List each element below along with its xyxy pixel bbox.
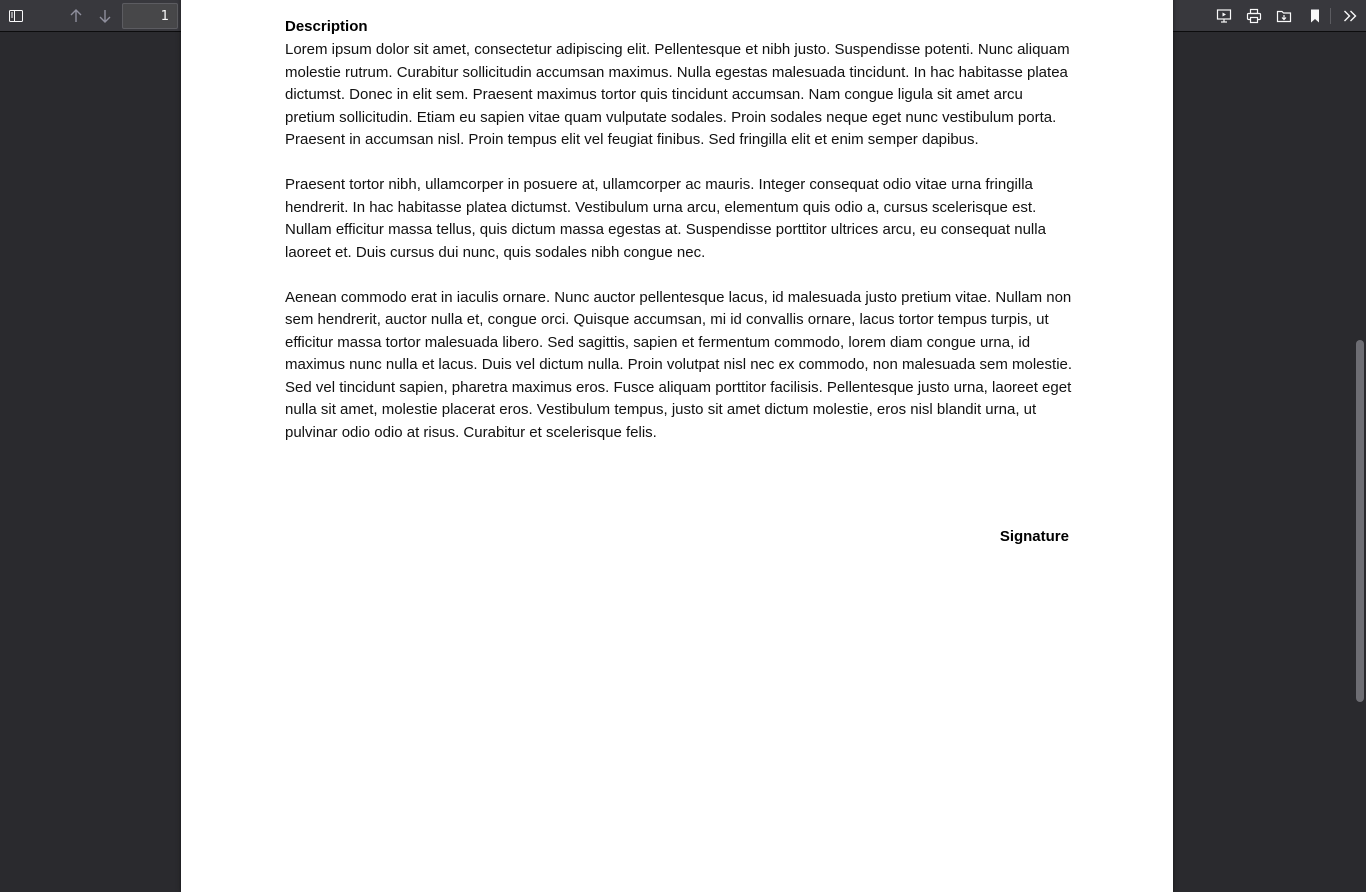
- signature-label: Signature: [999, 528, 1069, 545]
- body-text: [285, 39, 1075, 467]
- tools-divider: [1330, 8, 1331, 24]
- arrow-up-icon: [68, 8, 84, 24]
- pdf-page: [181, 0, 1173, 892]
- presentation-mode-button[interactable]: [1210, 2, 1238, 30]
- bookmark-button[interactable]: [1301, 2, 1329, 30]
- tools-button[interactable]: [1336, 2, 1364, 30]
- paragraph-1: Lorem ipsum dolor sit amet, consectetur adipiscing elit. Pellentesque et nibh justo. Suspendisse potenti. Nunc aliquam molestie rutrum. Curabitur sollicitudin accumsan maximus. Nulla egestas malesuada tincidunt. In hac habitasse platea dictumst. Donec in elit sem. Praesent maximus tortor quis tincidunt accumsan. Nam congue ligula sit amet arcu pretium sollicitudin. Etiam eu sapien vitae quam vulputate sodales. Proin sodales neque eget nunc vestibulum porta. Praesent in accumsan nisl. Proin tempus elit vel feugiat finibus. Sed fringilla elit et enim semper dapibus.: [285, 41, 1070, 148]
- print-button[interactable]: [1240, 2, 1268, 30]
- arrow-down-icon: [97, 8, 113, 24]
- double-chevron-right-icon: [1342, 8, 1358, 24]
- sidebar-toggle-icon: [8, 8, 24, 24]
- paragraph-2: Praesent tortor nibh, ullamcorper in posuere at, ullamcorper ac mauris. Integer consequat odio vitae urna fringilla hendrerit. In hac habitasse platea dictumst. Vestibulum urna arcu, elementum quis odio a, cursus scelerisque est. Nullam efficitur massa tellus, quis dictum massa egestas at. Suspendisse porttitor ultrices arcu, eu consequat nulla laoreet et. Duis cursus dui nunc, quis sodales nibh congue nec.: [285, 176, 1046, 261]
- page-number-input[interactable]: [122, 3, 178, 29]
- open-file-icon: [1276, 8, 1292, 24]
- document-viewer[interactable]: [0, 18, 1366, 768]
- presentation-mode-icon: [1216, 8, 1232, 24]
- open-file-button[interactable]: [1270, 2, 1298, 30]
- paragraph-3: Aenean commodo erat in iaculis ornare. Nunc auctor pellentesque lacus, id malesuada justo pretium vitae. Nullam non sem hendrerit, auctor nulla et, congue orci. Quisque accumsan, mi id convallis ornare, lacus tortor tempus turpis, ut efficitur massa tortor malesuada libero. Sed sagittis, sapien et fermentum commodo, lorem diam congue urna, id maximus nunc nulla et lacus. Duis vel dictum nulla. Proin volutpat nisl nec ex commodo, non malesuada sem molestie. Sed vel tincidunt sapien, pharetra maximus eros. Fusce aliquam porttitor facilisis. Pellentesque justo urna, laoreet eget nulla sit amet, molestie placerat eros. Vestibulum tempus, justo sit amet dictum molestie, eros nisl blandit urna, ut pulvinar odio odio at risus. Curabitur et scelerisque felis.: [285, 288, 1073, 441]
- vertical-scrollbar[interactable]: [1354, 32, 1366, 768]
- next-page-button[interactable]: [91, 2, 119, 30]
- previous-page-button[interactable]: [62, 2, 90, 30]
- scrollbar-thumb[interactable]: [1356, 340, 1364, 702]
- bookmark-icon: [1307, 8, 1323, 24]
- section-heading: Description: [285, 18, 368, 35]
- print-icon: [1246, 8, 1262, 24]
- sidebar-toggle-button[interactable]: [2, 2, 30, 30]
